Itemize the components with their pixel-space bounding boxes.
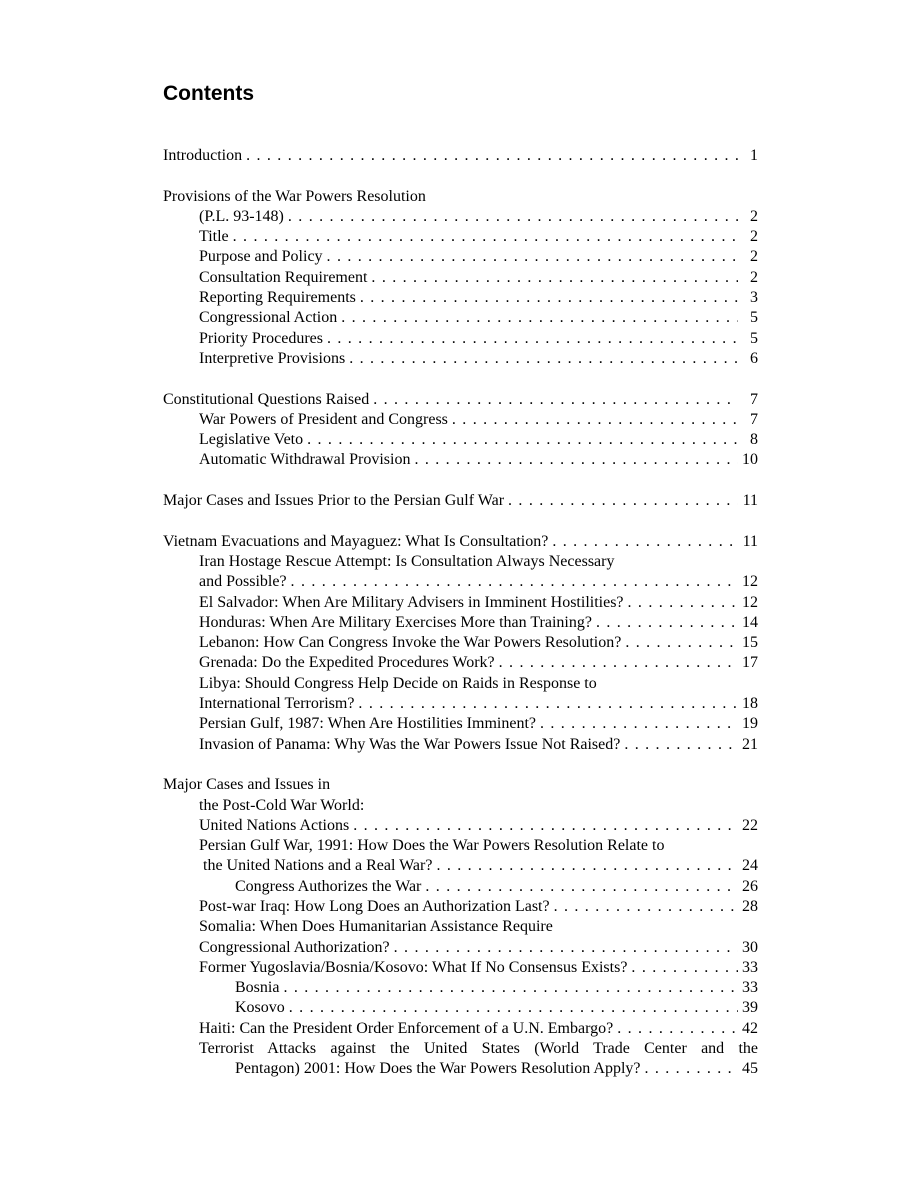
toc-entry-title: Honduras: When Are Military Exercises More than Training? [199,613,592,631]
toc-entry[interactable] [163,735,758,755]
toc-entry-title: Priority Procedures [199,329,323,347]
toc-entry[interactable] [163,653,758,673]
toc-page-number: 5 [750,309,758,327]
toc-entry[interactable] [163,1059,758,1079]
dot-leader [499,653,738,673]
dot-leader [631,958,738,978]
toc-entry-title: Purpose and Policy [199,248,323,266]
dot-leader [540,714,738,734]
dot-leader [625,633,738,653]
toc-page-number: 7 [750,390,758,408]
dot-leader [554,897,738,917]
toc-entry-title: El Salvador: When Are Military Advisers in Imminent Hostilities? [199,593,624,611]
dot-leader [291,572,738,592]
dot-leader [644,1059,738,1079]
toc-entry-title: Pentagon) 2001: How Does the War Powers Resolution Apply? [235,1060,641,1078]
dot-leader [452,410,738,430]
dot-leader [394,938,738,958]
toc-entry[interactable] [163,633,758,653]
toc-entry[interactable] [163,288,758,308]
toc-entry-title: Kosovo [235,999,285,1017]
table-of-contents [163,146,758,1080]
toc-entry-title: Automatic Withdrawal Provision [199,451,411,469]
toc-entry-title: United Nations Actions [199,816,350,834]
toc-page-number: 2 [750,248,758,266]
toc-section-major-prior[interactable] [163,491,758,511]
dot-leader [327,329,738,349]
toc-entry-title: Constitutional Questions Raised [163,390,370,408]
toc-entry[interactable] [163,410,758,430]
dot-leader [341,308,738,328]
toc-entry[interactable] [163,268,758,288]
dot-leader [246,146,738,166]
toc-page-number: 2 [750,207,758,225]
toc-page-number: 24 [742,857,758,875]
dot-leader [414,450,738,470]
page-title: Contents [163,82,254,105]
toc-page-number: 12 [742,593,758,611]
toc-entry-line[interactable]: Somalia: When Does Humanitarian Assistance Require [199,918,553,936]
toc-entry[interactable] [163,958,758,978]
dot-leader [373,390,738,410]
toc-entry-title: Persian Gulf, 1987: When Are Hostilities Imminent? [199,715,536,733]
toc-entry[interactable] [163,430,758,450]
dot-leader [552,532,738,552]
toc-entry[interactable] [163,227,758,247]
toc-entry[interactable] [163,247,758,267]
toc-entry-title: Reporting Requirements [199,289,356,307]
toc-entry-title: (P.L. 93-148) [199,207,284,225]
toc-entry[interactable] [163,816,758,836]
dot-leader [349,349,738,369]
toc-entry[interactable] [163,877,758,897]
toc-page-number: 30 [742,938,758,956]
toc-page-number: 10 [742,451,758,469]
toc-section-constitutional[interactable] [163,390,758,410]
dot-leader [307,430,738,450]
toc-entry-title: Invasion of Panama: Why Was the War Powers Issue Not Raised? [199,735,621,753]
toc-page-number: 33 [742,958,758,976]
toc-entry-title: Legislative Veto [199,431,304,449]
toc-entry[interactable] [163,998,758,1018]
toc-entry-title: Bosnia [235,979,280,997]
toc-entry[interactable] [163,978,758,998]
toc-entry-title: Congress Authorizes the War [235,877,422,895]
toc-entry[interactable] [163,450,758,470]
toc-entry[interactable] [163,207,758,227]
dot-leader [360,288,738,308]
toc-entry[interactable] [163,613,758,633]
toc-page-number: 8 [750,431,758,449]
toc-entry-title: International Terrorism? [199,695,355,713]
toc-entry[interactable] [163,694,758,714]
dot-leader [508,491,738,511]
toc-entry-title: Haiti: Can the President Order Enforcement of a U.N. Embargo? [199,1019,614,1037]
toc-page-number: 33 [742,979,758,997]
toc-entry-title: Interpretive Provisions [199,349,346,367]
toc-page-number: 2 [750,268,758,286]
toc-entry-title: Post-war Iraq: How Long Does an Authorization Last? [199,897,550,915]
toc-entry-title: Vietnam Evacuations and Mayaguez: What Is Consultation? [163,532,549,550]
dot-leader [617,1019,738,1039]
dot-leader [289,998,738,1018]
dot-leader [628,593,738,613]
toc-entry-title: War Powers of President and Congress [199,410,448,428]
dot-leader [358,694,738,714]
toc-entry-line[interactable]: Terrorist Attacks against the United States (World Trade Center and the [199,1040,758,1058]
toc-page-number: 6 [750,349,758,367]
toc-entry[interactable] [163,572,758,592]
toc-entry[interactable] [163,329,758,349]
toc-entry-introduction[interactable] [163,146,758,166]
toc-entry-title: Introduction [163,147,243,164]
toc-entry-title: Congressional Authorization? [199,938,390,956]
toc-page-number: 2 [750,228,758,246]
toc-entry-title: Consultation Requirement [199,268,368,286]
toc-entry-line[interactable]: Iran Hostage Rescue Attempt: Is Consultation Always Necessary [199,552,615,570]
toc-page-number: 21 [742,735,758,753]
toc-section-provisions[interactable]: Provisions of the War Powers Resolution [163,187,426,205]
dot-leader [288,207,738,227]
toc-page-number: 7 [750,410,758,428]
toc-page-number: 17 [742,654,758,672]
dot-leader [596,613,738,633]
toc-entry-title: Former Yugoslavia/Bosnia/Kosovo: What If No Consensus Exists? [199,958,628,976]
toc-page-number: 28 [742,897,758,915]
toc-entry-line[interactable]: Persian Gulf War, 1991: How Does the War Powers Resolution Relate to [199,837,665,855]
toc-page-number: 15 [742,634,758,652]
toc-entry[interactable] [163,938,758,958]
toc-page-number: 18 [742,695,758,713]
toc-page-number: 11 [742,492,758,510]
dot-leader [283,978,738,998]
toc-entry[interactable] [163,308,758,328]
toc-page-number: 12 [742,573,758,591]
toc-section-post-cold-war[interactable]: Major Cases and Issues in [163,776,331,794]
toc-page-number: 1 [750,147,758,164]
toc-entry-title: and Possible? [199,573,287,591]
dot-leader [327,247,738,267]
dot-leader [371,268,738,288]
toc-entry-line[interactable]: the Post-Cold War World: [199,796,365,814]
toc-entry-title: Title [199,228,229,246]
toc-section-vietnam[interactable] [163,532,758,552]
toc-entry[interactable] [163,349,758,369]
toc-entry-title: Congressional Action [199,309,338,327]
toc-page-number: 19 [742,715,758,733]
dot-leader [436,856,738,876]
toc-entry-title: Lebanon: How Can Congress Invoke the War Powers Resolution? [199,634,622,652]
toc-entry-title: the United Nations and a Real War? [199,857,433,875]
dot-leader [624,735,738,755]
dot-leader [425,877,738,897]
toc-page-number: 11 [742,532,758,550]
toc-entry-title: Grenada: Do the Expedited Procedures Work? [199,654,495,672]
toc-entry[interactable] [163,593,758,613]
toc-page-number: 39 [742,999,758,1017]
toc-page-number: 22 [742,816,758,834]
dot-leader [233,227,738,247]
toc-entry-line[interactable]: Libya: Should Congress Help Decide on Raids in Response to [199,674,597,692]
toc-entry[interactable] [163,897,758,917]
toc-page-number: 5 [750,329,758,347]
toc-page-number: 3 [750,289,758,307]
toc-entry[interactable] [163,856,758,876]
toc-page-number: 14 [742,613,758,631]
dot-leader [353,816,738,836]
toc-page-number: 45 [742,1060,758,1078]
toc-entry-title: Major Cases and Issues Prior to the Persian Gulf War [163,492,505,510]
toc-page-number: 42 [742,1019,758,1037]
toc-entry[interactable] [163,714,758,734]
toc-page-number: 26 [742,877,758,895]
toc-entry[interactable] [163,1019,758,1039]
